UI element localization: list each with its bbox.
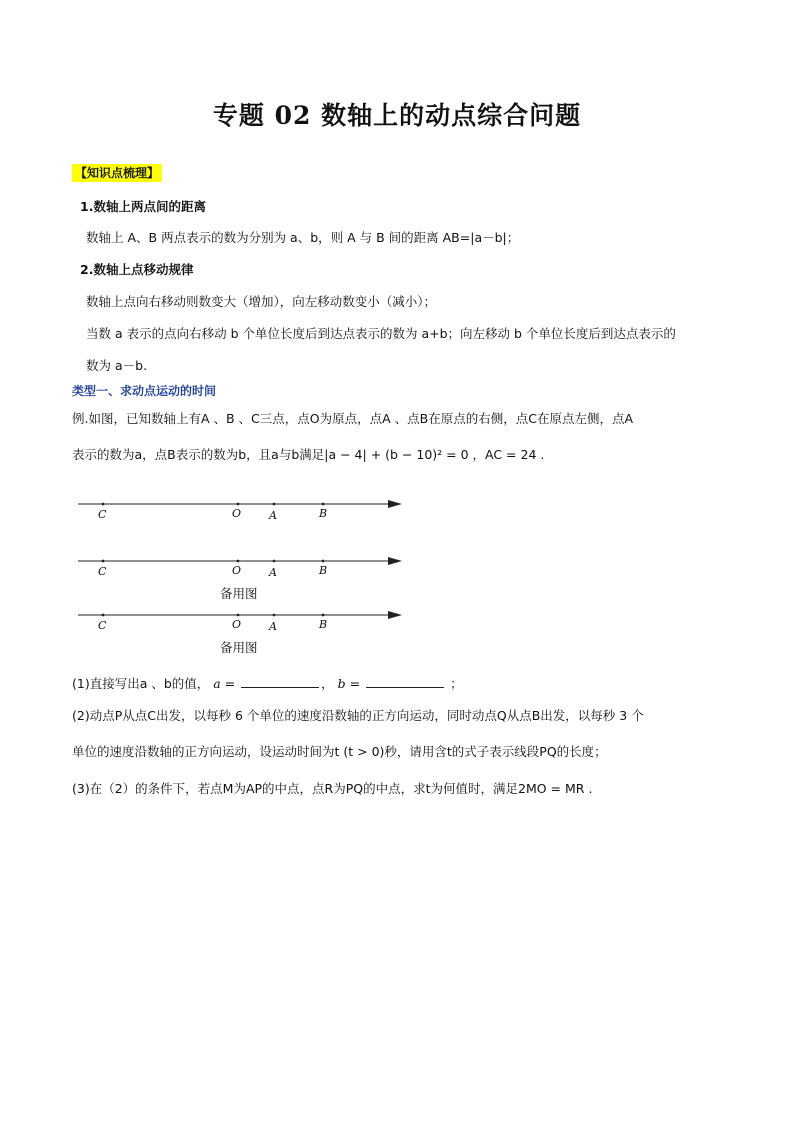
answer-blank-a[interactable]: [241, 675, 319, 688]
section2-heading: 2.数轴上点移动规律: [80, 262, 194, 277]
knowledge-tag: 【知识点梳理】: [72, 164, 162, 182]
example-line1: 例.如图，已知数轴上有A 、B 、C三点，点O为原点，点A 、点B在原点的右侧，点C在原点左侧，点A: [72, 411, 633, 426]
label-a: A: [269, 509, 277, 522]
label-b: B: [319, 507, 328, 520]
question-2-line1: (2)动点P从点C出发，以每秒 6 个单位的速度沿数轴的正方向运动，同时动点Q从点B出发，以每秒 3 个: [72, 708, 644, 723]
label-c: C: [98, 565, 107, 578]
figure-caption: 备用图: [220, 586, 258, 601]
section1-heading: 1.数轴上两点间的距离: [80, 199, 206, 214]
example-line2: 表示的数为a，点B表示的数为b，且a与b满足|a − 4| + (b − 10)² = 0 ，AC = 24 .: [72, 447, 545, 462]
type1-heading: 类型一、求动点运动的时间: [72, 384, 217, 398]
q1-b-label: b =: [337, 676, 361, 691]
section2-text1: 数轴上点向右移动则数变大（增加），向左移动数变小（减小）；: [86, 294, 437, 309]
label-a: A: [269, 620, 277, 633]
section2-text2: 当数 a 表示的点向右移动 b 个单位长度后到达点表示的数为 a+b；向左移动 b 个单位长度后到达点表示的: [86, 326, 676, 341]
label-b: B: [319, 618, 328, 631]
figure-caption: 备用图: [220, 640, 258, 655]
question-2-line2: 单位的速度沿数轴的正方向运动，设运动时间为t (t > 0)秒，请用含t的式子表示线段PQ的长度；: [72, 744, 607, 759]
section1-text: 数轴上 A、B 两点表示的数为分别为 a、b，则 A 与 B 间的距离 AB=|a－b|；: [86, 230, 520, 245]
answer-blank-b[interactable]: [366, 675, 444, 688]
question-3: (3)在（2）的条件下，若点M为AP的中点，点R为PQ的中点，求t为何值时，满足2MO = MR .: [72, 781, 593, 796]
q1-a-label: a =: [213, 676, 236, 691]
page-title: 专题 02 数轴上的动点综合问题: [212, 101, 582, 130]
label-o: O: [232, 618, 242, 631]
label-a: A: [269, 566, 277, 579]
label-c: C: [98, 619, 107, 632]
label-c: C: [98, 508, 107, 521]
section2-text3: 数为 a－b.: [86, 358, 148, 373]
question-1: (1)直接写出a 、b的值， a = ， b = ；: [72, 676, 463, 691]
label-o: O: [232, 507, 242, 520]
q1-prefix: (1)直接写出a 、b的值，: [72, 676, 210, 691]
label-b: B: [319, 564, 328, 577]
label-o: O: [232, 564, 242, 577]
q1-end: ；: [450, 676, 463, 691]
